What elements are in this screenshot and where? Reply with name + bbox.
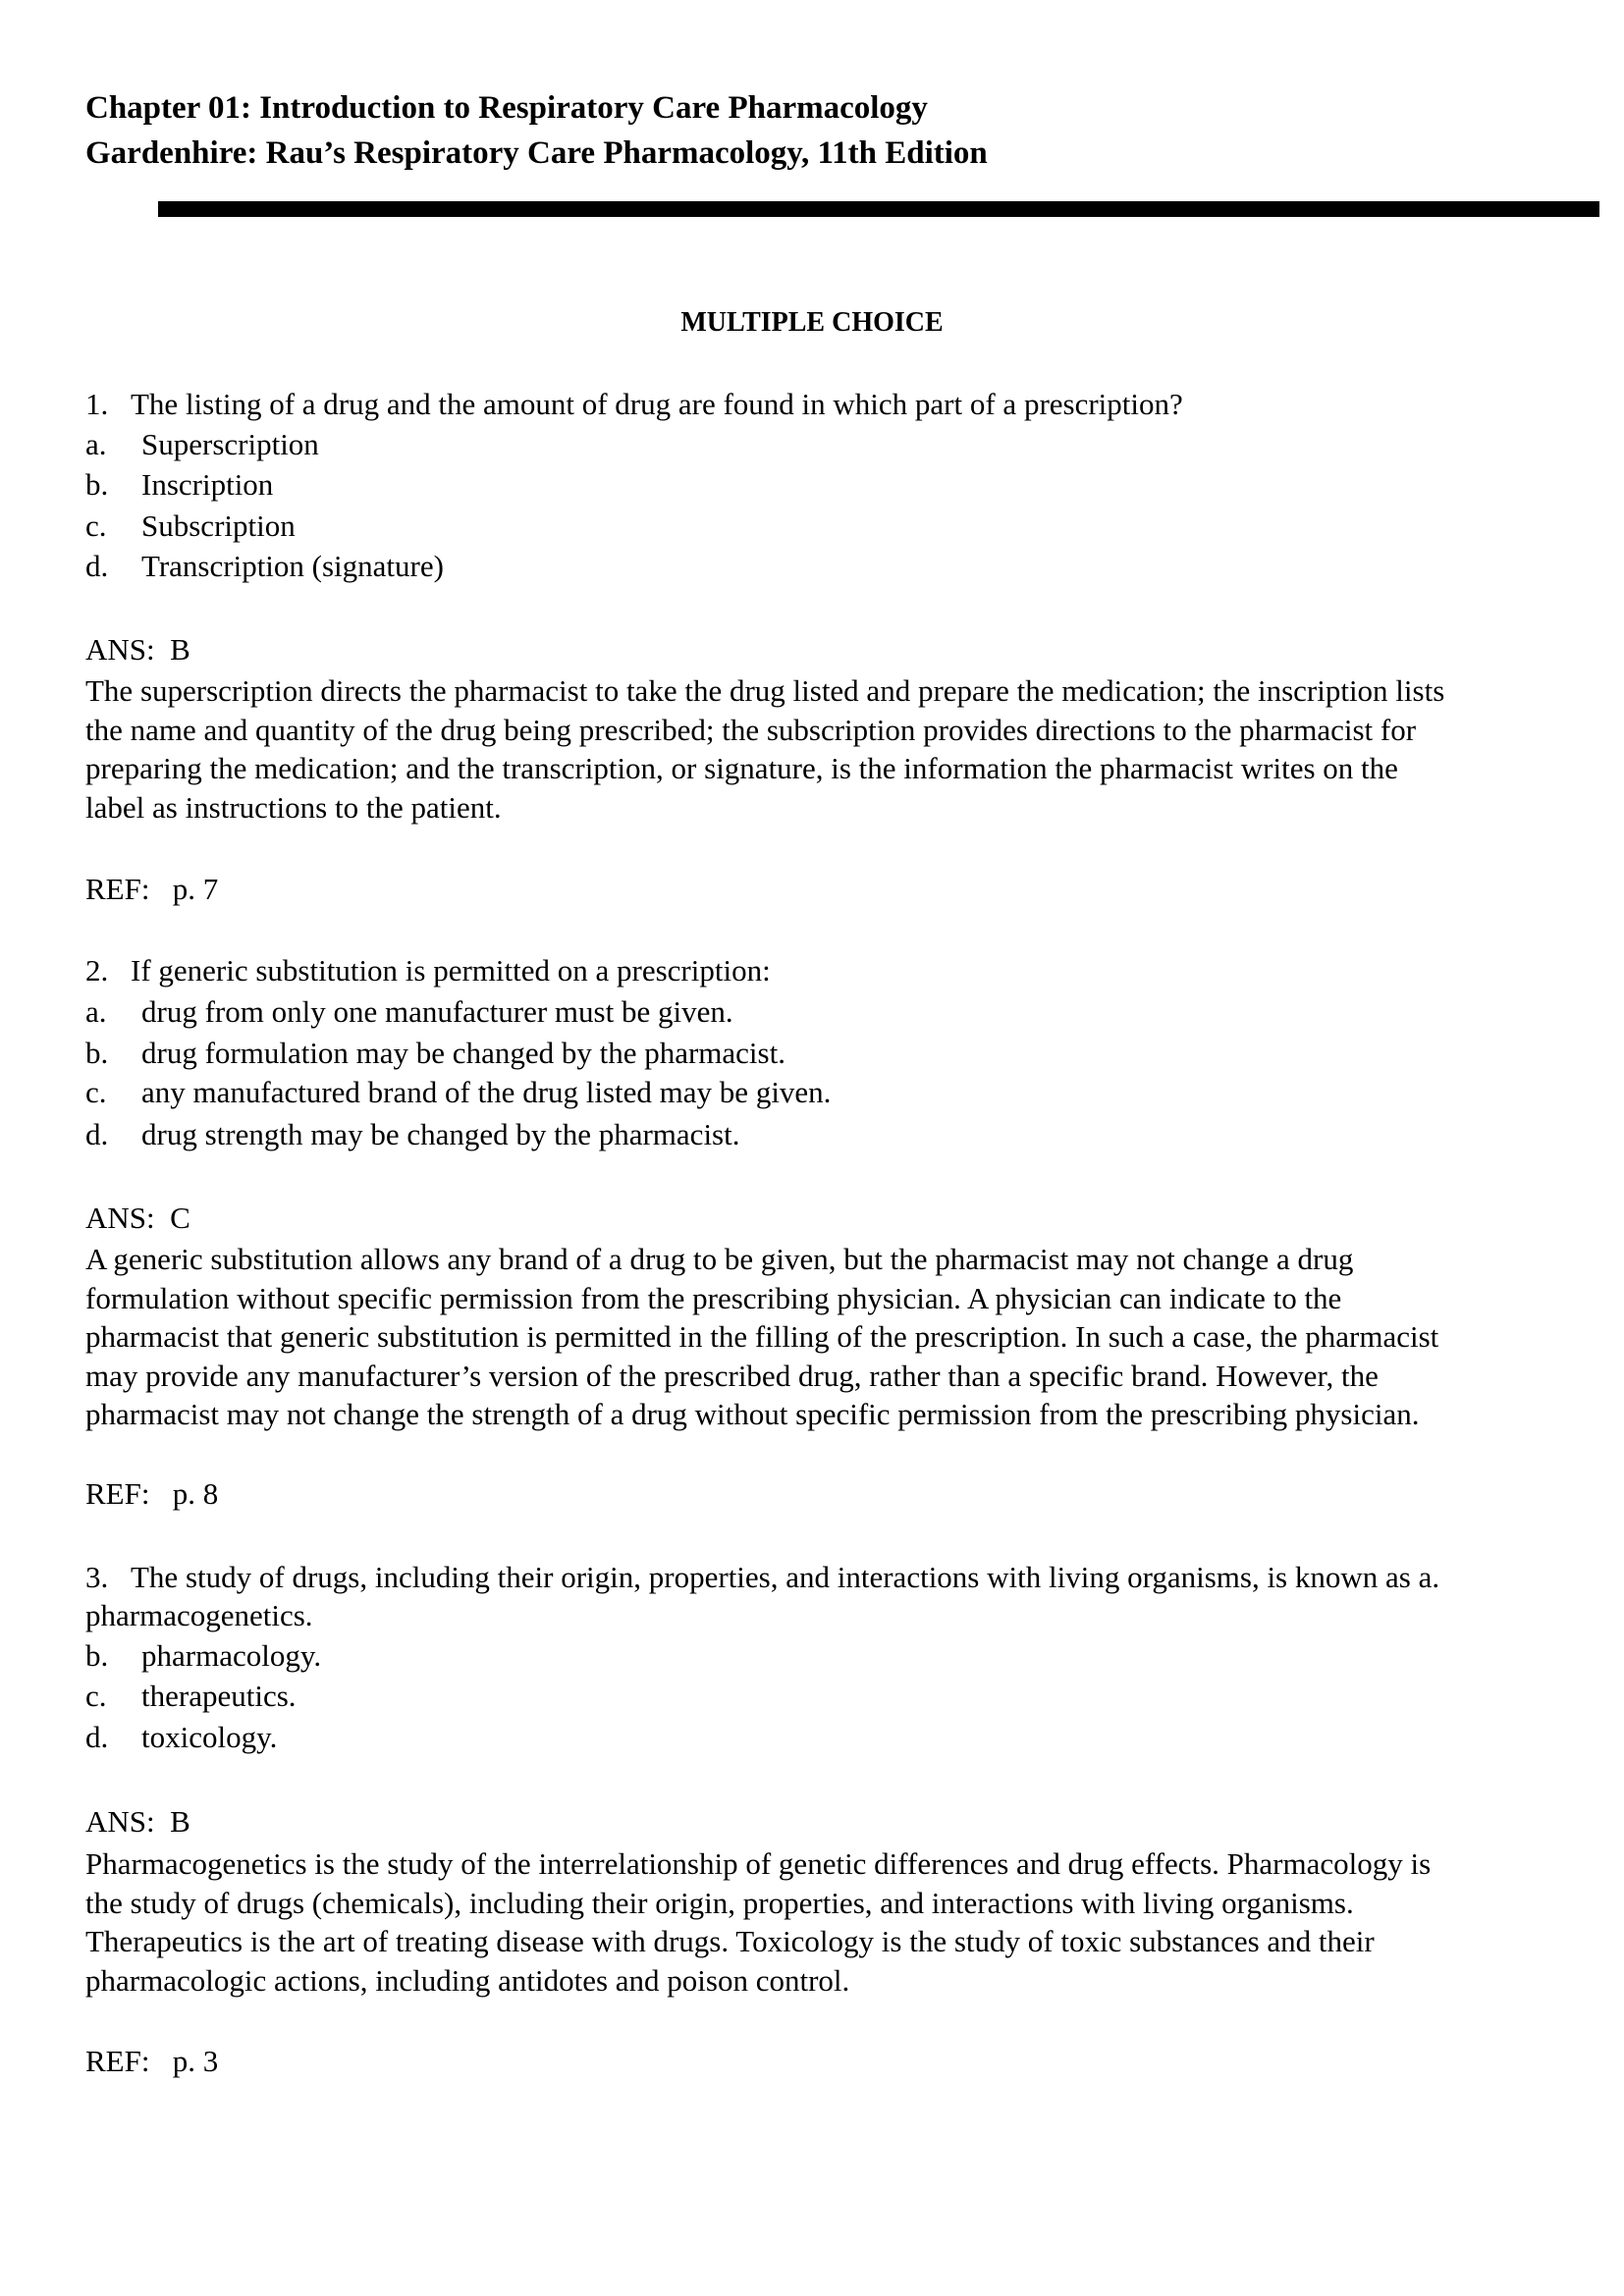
header-divider xyxy=(158,201,1599,217)
page-reference: REF: p. 3 xyxy=(85,2044,219,2078)
rationale-line: Pharmacogenetics is the study of the interrelationship of genetic differences and drug effects. Pharmacology is xyxy=(85,1846,1432,1881)
option-a xyxy=(85,424,319,464)
option-text: therapeutics. xyxy=(141,1679,297,1713)
option-b xyxy=(85,1635,321,1676)
option-d xyxy=(85,1114,739,1154)
option-letter: c. xyxy=(85,1679,107,1713)
option-letter: b. xyxy=(85,1638,109,1673)
rationale-line: Therapeutics is the art of treating disease with drugs. Toxicology is the study of toxic substances and their xyxy=(85,1924,1375,1958)
option-letter: a. xyxy=(85,994,107,1029)
option-text: Superscription xyxy=(141,427,319,461)
rationale-line: label as instructions to the patient. xyxy=(85,789,502,825)
question-stem xyxy=(85,384,1183,424)
option-text: Inscription xyxy=(141,467,274,502)
rationale-line: formulation without specific permission from the prescribing physician. A physician can indicate to the xyxy=(85,1280,1342,1315)
answer-key: ANS: B xyxy=(85,1804,190,1839)
answer-key: ANS: C xyxy=(85,1201,190,1235)
option-text: toxicology. xyxy=(141,1720,278,1754)
question-text: The listing of a drug and the amount of drug are found in which part of a prescription? xyxy=(131,387,1183,421)
section-title: MULTIPLE CHOICE xyxy=(680,307,944,338)
rationale-line: the study of drugs (chemicals), including their origin, properties, and interactions with living organisms. xyxy=(85,1885,1354,1920)
option-text: Transcription (signature) xyxy=(141,549,444,583)
rationale xyxy=(85,1240,1578,1434)
option-letter: d. xyxy=(85,549,109,583)
rationale-line: pharmacist that generic substitution is permitted in the filling of the prescription. In such a case, the pharmacist xyxy=(85,1319,1439,1354)
question-stem xyxy=(85,1557,1439,1597)
question-stem xyxy=(85,950,771,990)
rationale xyxy=(85,1844,1578,2000)
rationale-line: The superscription directs the pharmacist to take the drug listed and prepare the medication; the inscription lists xyxy=(85,673,1445,708)
answer-key: ANS: B xyxy=(85,632,190,667)
book-title: Gardenhire: Rau’s Respiratory Care Pharmacology, 11th Edition xyxy=(85,135,988,171)
rationale-line: may provide any manufacturer’s version of the prescribed drug, rather than a specific brand. However, the xyxy=(85,1358,1379,1393)
option-letter: b. xyxy=(85,467,109,502)
option-b xyxy=(85,1033,785,1073)
question-number: 1. xyxy=(85,387,109,421)
option-letter: c. xyxy=(85,508,107,543)
option-a-continuation: pharmacogenetics. xyxy=(85,1598,313,1632)
option-a xyxy=(85,991,733,1032)
option-text: Subscription xyxy=(141,508,296,543)
option-d xyxy=(85,546,444,586)
rationale-line: the name and quantity of the drug being prescribed; the subscription provides directions to the pharmacist for xyxy=(85,712,1417,747)
rationale-line: pharmacologic actions, including antidotes and poison control. xyxy=(85,1962,850,1998)
option-letter: a. xyxy=(85,427,107,461)
option-letter: d. xyxy=(85,1117,109,1151)
rationale-line: pharmacist may not change the strength of a drug without specific permission from the prescribing physician. xyxy=(85,1397,1420,1431)
option-text: pharmacology. xyxy=(141,1638,322,1673)
question-number: 3. xyxy=(85,1560,109,1594)
option-letter: b. xyxy=(85,1036,109,1070)
option-text: any manufactured brand of the drug listed may be given. xyxy=(141,1075,832,1109)
rationale xyxy=(85,671,1578,827)
rationale-line: preparing the medication; and the transcription, or signature, is the information the pharmacist writes on the xyxy=(85,751,1398,785)
option-text: drug from only one manufacturer must be given. xyxy=(141,994,733,1029)
question-number: 2. xyxy=(85,953,109,988)
question-text: The study of drugs, including their origin, properties, and interactions with living organisms, is known as a. xyxy=(131,1560,1440,1594)
option-text: drug strength may be changed by the pharmacist. xyxy=(141,1117,740,1151)
page-reference: REF: p. 7 xyxy=(85,872,219,906)
option-letter: c. xyxy=(85,1075,107,1109)
page-reference: REF: p. 8 xyxy=(85,1476,219,1511)
option-c xyxy=(85,506,296,546)
option-d xyxy=(85,1717,277,1757)
rationale-line: A generic substitution allows any brand of a drug to be given, but the pharmacist may not change a drug xyxy=(85,1242,1354,1276)
option-b xyxy=(85,464,273,505)
option-c xyxy=(85,1676,297,1716)
chapter-title: Chapter 01: Introduction to Respiratory Care Pharmacology xyxy=(85,90,928,126)
option-letter: d. xyxy=(85,1720,109,1754)
option-c xyxy=(85,1072,831,1112)
option-text: drug formulation may be changed by the pharmacist. xyxy=(141,1036,785,1070)
question-text: If generic substitution is permitted on a prescription: xyxy=(131,953,771,988)
